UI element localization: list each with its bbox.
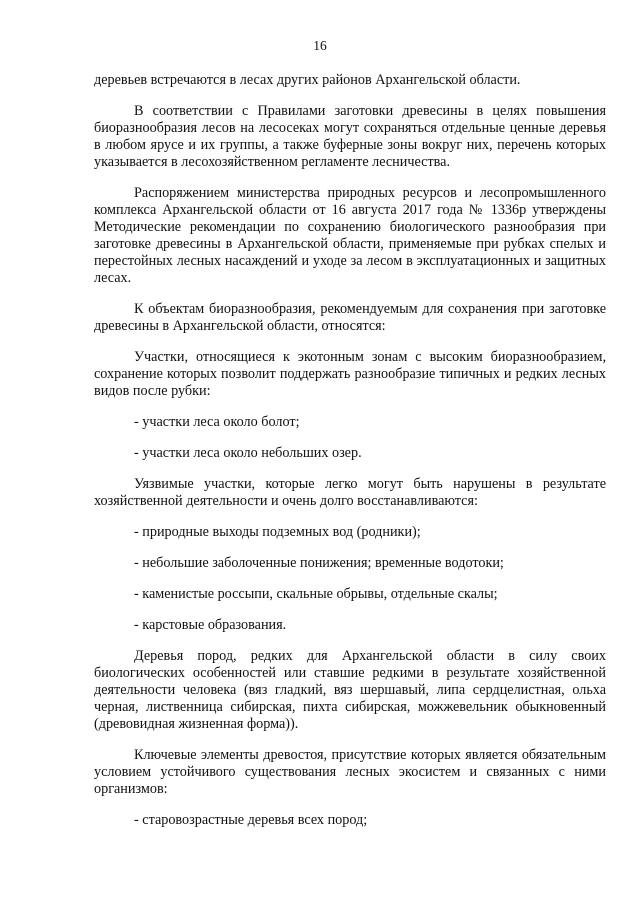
- list-item: - участки леса около небольших озер.: [134, 445, 362, 461]
- paragraph-objects-intro: К объектам биоразнообразия, рекомендуемым для сохранения при заготовке древесины в Архангельской области, относятся:: [94, 301, 606, 334]
- paragraph-vulnerable: Уязвимые участки, которые легко могут быть нарушены в результате хозяйственной деятельности и очень долго восстанавливаются:: [94, 476, 606, 509]
- paragraph-rules: В соответствии с Правилами заготовки древесины в целях повышения биоразнообразия лесов на лесосеках могут сохраняться отдельные ценные деревья в любом ярусе и их группы, а также буферные зоны вокруг них, перечень которых указывается в лесохозяйственном регламенте лесничества.: [94, 103, 606, 170]
- paragraph-order: Распоряжением министерства природных ресурсов и лесопромышленного комплекса Архангельской области от 16 августа 2017 года № 1336р утверждены Методические рекомендации по сохранению биологического разнообразия при заготовке древесины в Архангельской области, применяемые при рубках спелых и перестойных лесных насаждений и уходе за лесом в эксплуатационных и защитных лесах.: [94, 185, 606, 286]
- page-body: [94, 72, 606, 843]
- paragraph-ecotone: Участки, относящиеся к экотонным зонам с высоким биоразнообразием, сохранение которых позволит поддержать разнообразие типичных и редких лесных видов после рубки:: [94, 349, 606, 399]
- list-item: - природные выходы подземных вод (родники);: [134, 524, 421, 540]
- paragraph-rare-species: Деревья пород, редких для Архангельской области в силу своих биологических особенностей или ставшие редкими в результате хозяйственной деятельности человека (вяз гладкий, вяз шершавый, липа сердцелистная, ольха черная, лиственница сибирская, пихта сибирская, можжевельник обыкновенный (древовидная жизненная форма)).: [94, 648, 606, 732]
- list-item: - старовозрастные деревья всех пород;: [134, 812, 368, 828]
- page-number: 16: [313, 38, 327, 53]
- paragraph-key-elements: Ключевые элементы древостоя, присутствие которых является обязательным условием устойчивого существования лесных экосистем и связанных с ними организмов:: [94, 747, 606, 797]
- list-item: - небольшие заболоченные понижения; временные водотоки;: [134, 555, 504, 571]
- list-item: - каменистые россыпи, скальные обрывы, отдельные скалы;: [134, 586, 498, 602]
- list-item: - карстовые образования.: [134, 617, 287, 633]
- list-item: - участки леса около болот;: [134, 414, 300, 430]
- paragraph-continuation: деревьев встречаются в лесах других районов Архангельской области.: [94, 72, 521, 88]
